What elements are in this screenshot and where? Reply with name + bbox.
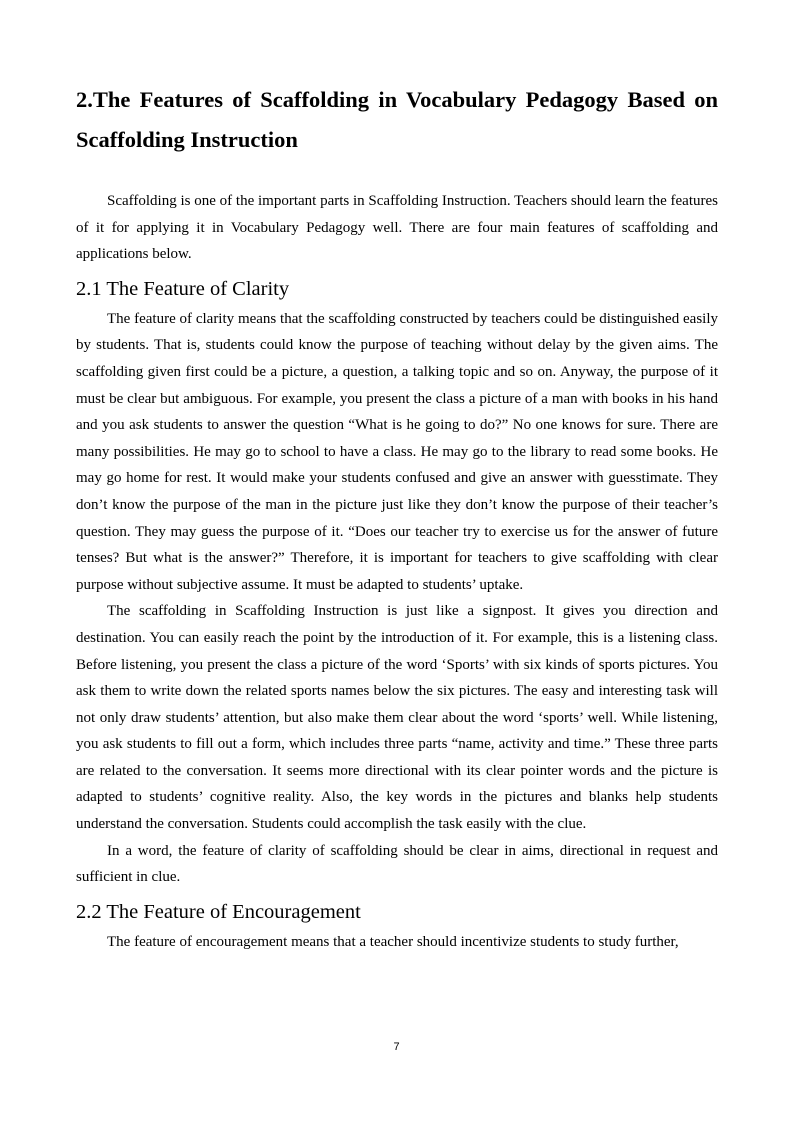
section-heading-encouragement: 2.2 The Feature of Encouragement: [76, 900, 361, 923]
clarity-paragraph-3: In a word, the feature of clarity of scaffolding should be clear in aims, directional in request and sufficient in clue.: [76, 842, 718, 886]
document-page: [76, 80, 718, 955]
page-number: 7: [393, 1041, 400, 1053]
clarity-paragraph-2: The scaffolding in Scaffolding Instruction is just like a signpost. It gives you direction and destination. You can easily reach the point by the introduction of it. For example, this is a listening class. Before listening, you present the class a picture of the word ‘Sports’ with six kinds of sports pictures. You ask them to write down the related sports names below the six pictures. The easy and interesting task will not only draw students’ attention, but also make them clear about the word ‘sports’ well. While listening, you ask students to fill out a form, which includes three parts “name, activity and time.” These three parts are related to the conversation. It seems more directional with its clear pointer words and the picture is adapted to students’ cognitive reality. Also, the key words in the pictures and blanks help students understand the conversation. Students could accomplish the task easily with the clue.: [76, 603, 718, 833]
intro-paragraph: Scaffolding is one of the important parts in Scaffolding Instruction. Teachers should learn the features of it for applying it in Vocabulary Pedagogy well. There are four main features of scaffolding and applications below.: [76, 193, 718, 263]
clarity-paragraph-1: The feature of clarity means that the scaffolding constructed by teachers could be distinguished easily by students. That is, students could know the purpose of teaching without delay by the given aims. The scaffolding given first could be a picture, a question, a talking topic and so on. Anyway, the purpose of it must be clear but ambiguous. For example, you present the class a picture of a man with books in his hand and you ask students to answer the question “What is he going to do?” No one knows for sure. There are many possibilities. He may go to school to have a class. He may go to the library to read some books. He may go home for rest. It would make your students confused and give an answer with guesstimate. They don’t know the purpose of the man in the picture just like they don’t know the purpose of their teacher’s question. They may guess the purpose of it. “Does our teacher try to exercise us for the answer of future tenses? But what is the answer?” Therefore, it is important for teachers to give scaffolding with clear purpose without subjective assume. It must be adapted to students’ uptake.: [76, 310, 718, 593]
encouragement-paragraph-1: The feature of encouragement means that a teacher should incentivize students to study further,: [107, 933, 679, 950]
chapter-title: 2.The Features of Scaffolding in Vocabulary Pedagogy Based on Scaffolding Instruction: [76, 87, 718, 152]
section-heading-clarity: 2.1 The Feature of Clarity: [76, 277, 290, 300]
